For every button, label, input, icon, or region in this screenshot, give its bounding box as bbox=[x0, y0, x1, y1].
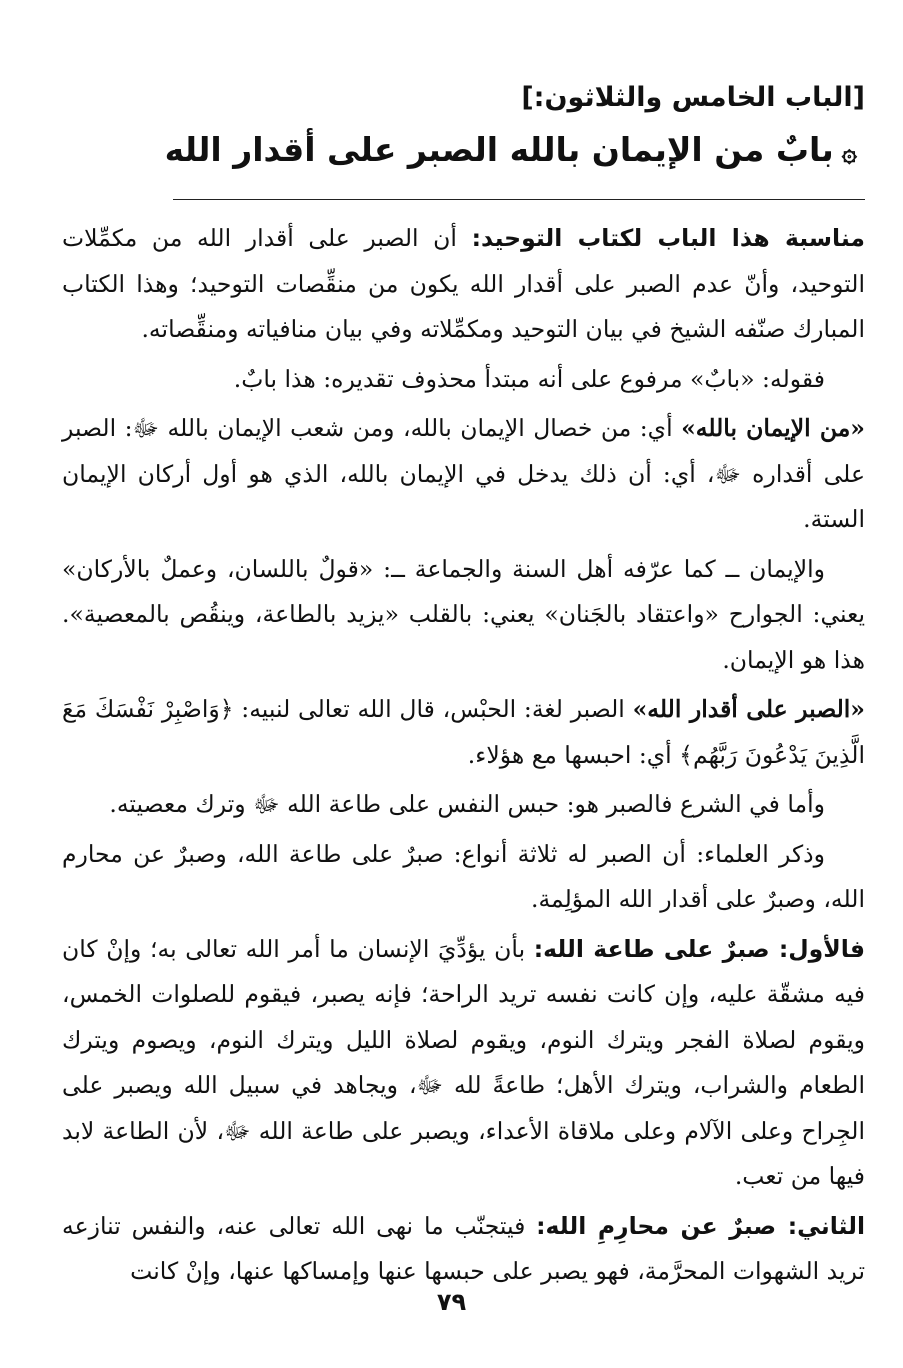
flower-ornament-icon: ۞ bbox=[841, 138, 857, 168]
paragraph-text: فيتجنّب ما نهى الله تعالى عنه، والنفس تنازعه تريد الشهوات المحرَّمة، فهو يصبر على حبسها عنها وإمساكها عنها، وإنْ كانت bbox=[62, 1211, 865, 1285]
paragraph-text: وذكر العلماء: أن الصبر له ثلاثة أنواع: صبرٌ على طاعة الله، وصبرٌ عن محارم الله، وصبرٌ على أقدار الله المؤلِمة. bbox=[62, 839, 865, 913]
paragraph-heading: «الصبر على أقدار الله» bbox=[632, 695, 865, 723]
page-number: ٧٩ bbox=[436, 1288, 467, 1316]
paragraph-text: والإيمان ــ كما عرّفه أهل السنة والجماعة ــ: «قولٌ باللسان، وعملٌ بالأركان» يعني: الجوارح «واعتقاد بالجَنان» يعني: بالقلب «يزيد بالطاعة، وينقُص بالمعصية». هذا هو الإيمان. bbox=[62, 554, 865, 674]
paragraph-bab bbox=[62, 357, 865, 403]
paragraph-second-type bbox=[62, 1204, 865, 1295]
paragraph-heading: الثاني: صبرٌ عن محارِمِ الله: bbox=[536, 1211, 865, 1240]
paragraph-sabr-lugha bbox=[62, 687, 865, 778]
chapter-title bbox=[62, 124, 865, 179]
chapter-title-text: بابٌ من الإيمان بالله الصبر على أقدار الله bbox=[164, 130, 834, 169]
paragraph-sabr-shar bbox=[62, 782, 865, 828]
paragraph-iman-billah bbox=[62, 406, 865, 543]
paragraph-relevance bbox=[62, 216, 865, 353]
paragraph-heading: فالأول: صبرٌ على طاعة الله: bbox=[533, 934, 865, 963]
paragraph-text: بأن يؤدِّيَ الإنسان ما أمر الله تعالى به؛ وإنْ كان فيه مشقّة عليه، وإن كانت نفسه تريد الراحة؛ فإنه يصبر، فيقوم للصلوات الخمس، ويقوم لصلاة الفجر ويترك النوم، ويقوم لصلاة الليل ويترك النوم، ويصوم ويترك الطعام والشراب، ويترك الأهل؛ طاعةً لله ﷻ، ويجاهد في سبيل الله ويصبر على الجِراح وعلى الآلام وعلى ملاقاة الأعداء، ويصبر على طاعة الله ﷻ، لأن الطاعة لابد فيها من تعب. bbox=[62, 934, 865, 1190]
paragraph-heading: مناسبة هذا الباب لكتاب التوحيد: bbox=[471, 224, 865, 252]
paragraph-text: أي: من خصال الإيمان بالله، ومن شعب الإيمان بالله ﷻ: الصبر على أقداره ﷻ، أي: أن ذلك يدخل في الإيمان بالله، الذي هو أول أركان الإيمان الستة. bbox=[62, 414, 865, 533]
paragraph-text: الصبر لغة: الحبْس، قال الله تعالى لنبيه: ﴿وَاصْبِرْ نَفْسَكَ مَعَ الَّذِينَ يَدْعُونَ رَبَّهُم﴾ أي: احبسها مع هؤلاء. bbox=[62, 695, 865, 769]
paragraph-sabr-types bbox=[62, 832, 865, 923]
body-text bbox=[62, 216, 865, 1295]
paragraph-heading: «من الإيمان بالله» bbox=[681, 414, 865, 442]
paragraph-text: فقوله: «بابٌ» مرفوع على أنه مبتدأ محذوف تقديره: هذا بابٌ. bbox=[233, 364, 825, 393]
paragraph-first-type bbox=[62, 927, 865, 1200]
title-divider bbox=[173, 199, 865, 200]
paragraph-text: وأما في الشرع فالصبر هو: حبس النفس على طاعة الله ﷻ وترك معصيته. bbox=[109, 790, 825, 818]
chapter-label: [الباب الخامس والثلاثون:] bbox=[521, 82, 865, 113]
paragraph-text: أن الصبر على أقدار الله من مكمِّلات التوحيد، وأنّ عدم الصبر على أقدار الله يكون من منقِّصات التوحيد؛ وهذا الكتاب المبارك صنّفه الشيخ في بيان التوحيد ومكمِّلاته وفي بيان منافياته ومنقِّصاته. bbox=[62, 224, 865, 343]
paragraph-iman-definition bbox=[62, 547, 865, 684]
